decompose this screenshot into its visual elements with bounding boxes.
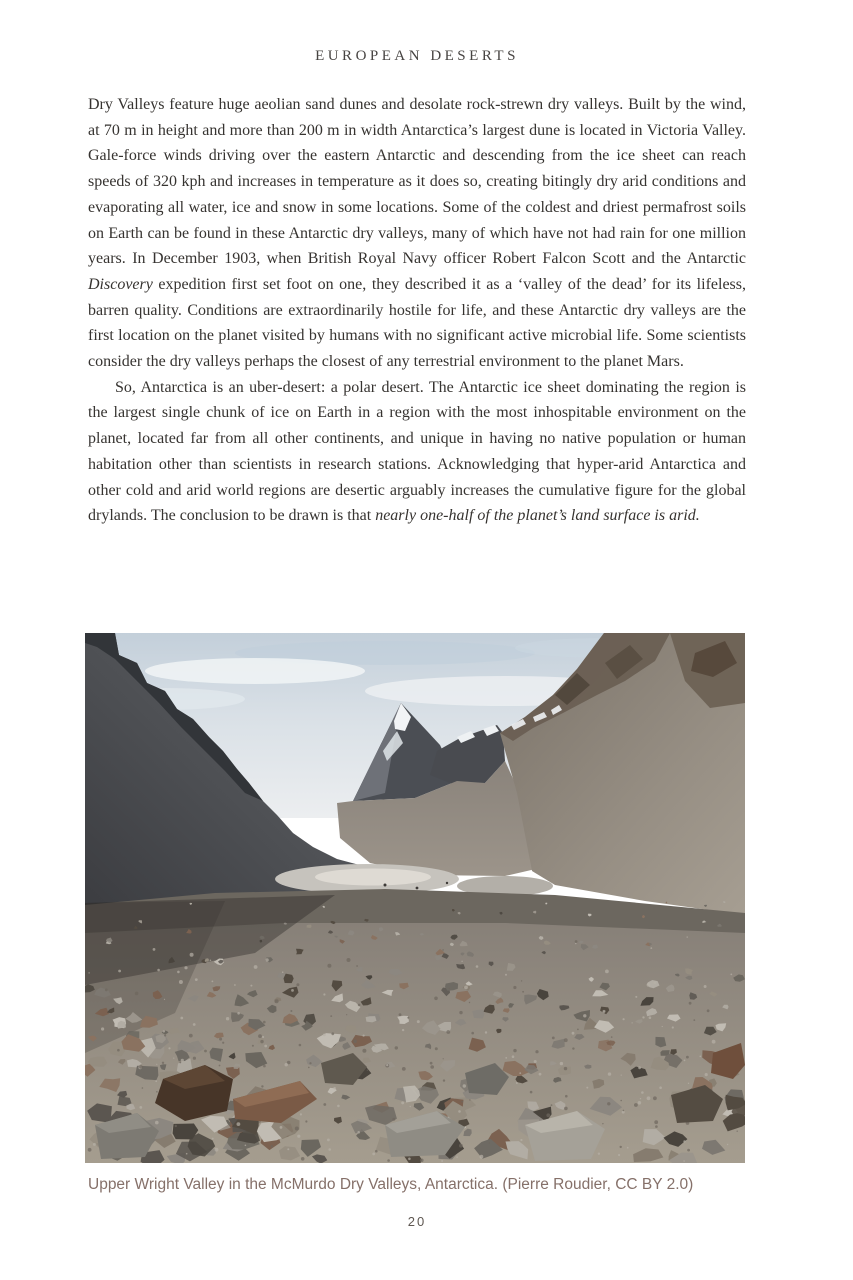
- paragraph-2-text: So, Antarctica is an uber-desert: a polar desert. The Antarctic ice sheet dominating the region is the largest single chunk of ice on Earth in a region with the most inhospitable environment on the planet, located far from all other continents, and unique in having no native population or human habitation other than scientists in research stations. Acknowledging that hyper-arid Antarctica and other cold and arid world regions are desertic arguably increases the cumulative figure for the global drylands. The conclusion to be drawn is that: [88, 378, 746, 525]
- body-text: [88, 92, 746, 529]
- paragraph-1-text: Dry Valleys feature huge aeolian sand dunes and desolate rock-strewn dry valleys. Built by the wind, at 70 m in height and more than 200 m in width Antarctica’s largest dune is located in Victoria Valley. Gale-force winds driving over the eastern Antarctic and descending from the ice sheet can reach speeds of 320 kph and increases in temperature as it does so, creating bitingly dry arid conditions and evaporating all water, ice and snow in some locations. Some of the coldest and driest permafrost soils on Earth can be found in these Antarctic dry valleys, many of which have not had rain for one million years. In December 1903, when British Royal Navy officer Robert Falcon Scott and the Antarctic: [88, 96, 746, 268]
- paragraph-2: [88, 375, 746, 529]
- running-header: EUROPEAN DESERTS: [315, 48, 519, 64]
- figure-valley-photo: [85, 633, 745, 1163]
- paragraph-1-text-cont: expedition first set foot on one, they described it as a ‘valley of the dead’ for its lifeless, barren quality. Conditions are extraordinarily hostile for life, and these Antarctic dry valleys are the first location on the planet visited by humans with no significant active microbial life. Some scientists consider the dry valleys perhaps the closest of any terrestrial environment to the planet Mars.: [88, 275, 746, 371]
- paragraph-1: [88, 92, 746, 375]
- figure-caption: Upper Wright Valley in the McMurdo Dry Valleys, Antarctica. (Pierre Roudier, CC BY 2.0): [88, 1176, 694, 1193]
- valley-photo: [85, 633, 745, 1163]
- italic-conclusion: nearly one-half of the planet’s land surface is arid.: [375, 507, 700, 525]
- page-number: 20: [407, 1214, 427, 1229]
- italic-discovery: Discovery: [88, 275, 153, 293]
